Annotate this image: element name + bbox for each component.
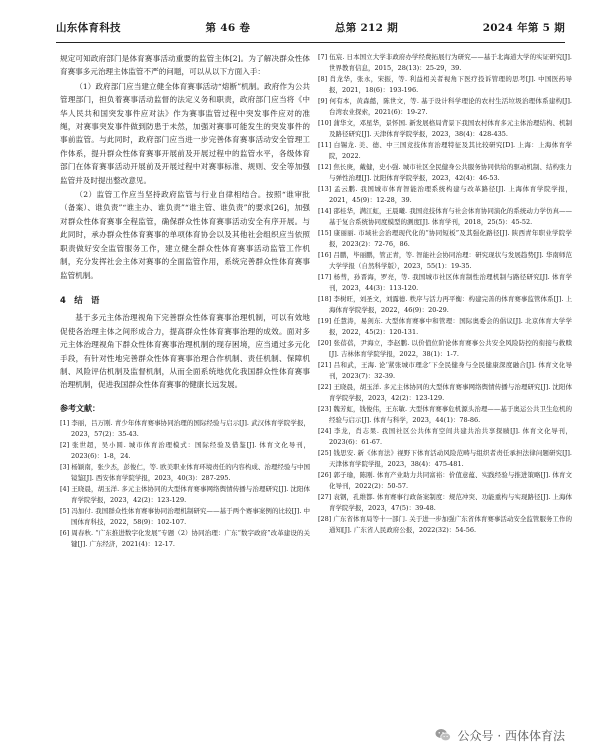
reference-item: [27] 袁钢，孔维都. 体育赛事行政备案制度：规范冲突、功能重构与实现路径[J]. 上海体育学院学报，2023，47(5)：39-48. — [318, 493, 572, 512]
reference-item: [12] 焦长庚，戴健，史小强. 城市社区全民健身公共服务协同供给的驱动机制、结构张力与弹性治理[J]. 沈阳体育学院学报，2023，42(4)：46-53. — [318, 163, 572, 182]
reference-item: [4] 王晓晨，胡玉洋. 多元主体协同的大型体育赛事网络舆情传播与治理研究[J]. 沈阳体育学院学报，2023，42(2)：123-129. — [60, 485, 310, 505]
watermark-text: 公众号 · 西体体育法 — [457, 728, 565, 743]
reference-item: [19] 任慧涛，易剑东. 大型体育赛事中和管理：国际奥委会的倡议[J]. 北京体育大学学报，2022，45(2)：120-131. — [318, 317, 572, 336]
journal-name: 山东体育科技 — [56, 21, 121, 34]
reference-item: [20] 张蓓蓓，尹海立，李赵鹏. 以价值位阶论体育赛事公共安全风险防控的衔接与救赎[J]. 吉林体育学院学报，2022，38(1)：1-7. — [318, 339, 572, 358]
reference-item: [9] 何有本，黄森懿，陈世文，等. 基于设计科学理论的农村生活垃圾治理体系建构[J]. 台湾农业探索，2021(6)：19-27. — [318, 97, 572, 116]
reference-item: [11] 白锡龙. 美、德、中三国竞技体育治理特征及其比较研究[D]. 上海：上海体育学院，2022. — [318, 141, 572, 160]
reference-item: [16] 吕鹏，毕丽鹏，管正青，等. 智能社会协同治理：研究现状与发展趋势[J]. 华南师范大学学报（自然科学版），2023，55(1)：19-35. — [318, 251, 572, 270]
reference-item: [7] 伍宸. 日本国立大学非政府办学经费拓展行为研究——基于北海道大学的实证研究[J]. 世界教育信息，2015，28(13)：25-29，39. — [318, 53, 572, 72]
right-column — [318, 52, 572, 536]
reference-item: [6] 周春秋. “广东推进数字化发展”专题（2）协同治理：广东“数字政府”改革建设的关键[J]. 广东经济，2021(4)：12-17. — [60, 529, 310, 549]
reference-item: [2] 张世超，吴小圆. 城市体育治理模式：国际经验及借鉴[J]. 体育文化导刊，2023(6)：1-8，24. — [60, 441, 310, 461]
watermark — [430, 724, 569, 746]
reference-list-left — [60, 418, 310, 550]
reference-item: [18] 李树旺，刘圣文，刘露德. 秩序与活力再平衡：构建完善的体育赛事监管体系[J]. 上海体育学院学报，2022，46(9)：20-29. — [318, 295, 572, 314]
reference-item: [14] 邵桂华，满江虹，王晨曦. 我国竞技体育与社会体育协同演化的系统动力学仿真——基于复合系统协同度模型的测度[J]. 体育学刊，2018，25(5)：45-52. — [318, 207, 572, 226]
reference-item: [8] 肖龙华，张永，宋振，等. 利益相关者视角下医疗投诉管理的思考[J]. 中国医药导报，2021，18(6)：193-196. — [318, 75, 572, 94]
section-title-conclusion: 4 结 语 — [60, 294, 100, 305]
references-title: 参考文献： — [60, 403, 100, 413]
reference-item: [15] 康丽丽. 市域社会治理现代化的“协同短板”及其强化路径[J]. 陕西青年职业学院学报，2023(2)：72-76，86. — [318, 229, 572, 248]
reference-item: [24] 李龙，肖志果. 我国社区公共体育空间共建共治共享探赜[J]. 体育文化导刊，2023(6)：61-67. — [318, 427, 572, 446]
reference-item: [10] 蒲华文，邓星华，景怀国. 新发展格局背景下我国农村体育多元主体治理结构、机制及路径研究[J]. 天津体育学院学报，2023，38(4)：428-435. — [318, 119, 572, 138]
reference-item: [22] 王晓晨，胡玉洋. 多元主体协同的大型体育赛事网络舆情传播与治理研究[J]. 沈阳体育学院学报，2023，42(2)：123-129. — [318, 383, 572, 402]
reference-item: [3] 杨颖南，张少杰，彭俊仁，等. 欧美职业体育环境责任的内容构成、治理经验与中国镜鉴[J]. 西安体育学院学报，2023，40(3)：287-295. — [60, 463, 310, 483]
reference-item: [21] 吕和武，王海. 论‘紧张城市理念’下全民健身与全民健康深度融合[J]. 体育文化导刊，2023(7)：32-39. — [318, 361, 572, 380]
reference-item: [1] 李丽，吕万刚. 青少年体育赛事协同治理的国际经验与启示[J]. 武汉体育学院学报，2023，57(2)：35-43. — [60, 419, 310, 439]
paragraph-item-1: （1）政府部门应当建立健全体育赛事活动“熔断”机制。政府作为公共管理部门，担负着赛事活动监督的法定义务和职责，政府部门应当将《中华人民共和国突发事件应对法》作为赛事监管过程中突发事件应对的准绳，对赛事突发事件做到防患于未然，加强对赛事可能发生的突发事件的事前监管。与此同时，政府部门应当进一步完善体育赛事活动安全管理工作体系，提升群众性体育赛事开展前及开展过程中的监管水平，各级体育部门在体育赛事活动开展前及开展过程中对赛事标准、规则、安全等加强监管并及时提出整改意见。 — [60, 81, 310, 185]
paragraph-item-2: （2）监管工作应当坚持政府监管与行业自律相结合。按照“谁审批（备案）、谁负责”“谁主办、谁负责”“谁主管、谁负责”的要求[26]，加强对群众性体育赛事全程监管，确保群众性体育赛事活动安全有序开展。与此同时，承办群众性体育赛事的单项体育协会以及其他社会组织应当依照职责做好安全监管服务工作，建立健全群众性体育赛事活动监管工作机制，充分发挥社会主体对赛事的全面监管作用，系统完善群众性体育赛事监管机制。 — [60, 190, 310, 280]
reference-item: [28] 广东省体育局等十一部门. 关于进一步加强广东省体育赛事活动安全监管服务工作的通知[J]. 广东省人民政府公报，2022(32)：54-56. — [318, 515, 572, 534]
issue-date: 2024 年第 5 期 — [482, 21, 565, 34]
paragraph-conclusion: 基于多元主体治理视角下完善群众性体育赛事治理机制，可以有效地促使各治理主体之间形成合力，提高群众性体育赛事治理的成效。面对多元主体治理视角下群众性体育赛事治理机制的现存困境，应当通过多元化手段，有针对性地完善群众性体育赛事治理合作机制、责任机制、保障机制、风险评估机制及监督机制，从而全面系统地优化我国群众性体育赛事治理机制，促进我国群众性体育赛事的健康长远发展。 — [60, 313, 310, 390]
reference-item: [25] 钱思安. 新《体育法》视野下体育活动风险范畴与组织者责任承担法律问题研究[J]. 天津体育学院学报，2023，38(4)：475-481. — [318, 449, 572, 468]
paragraph-continuation: 规定可知政府部门是体育赛事活动重要的监管主体[2]。为了解决群众性体育赛事多元治理主体监管不严的问题，可以从以下方面入手： — [60, 54, 310, 77]
reference-item: [13] 孟云鹏. 我国城市体育智能治理系统构建与改革路径[J]. 上海体育学院学报，2021，45(9)：12-28，39. — [318, 185, 572, 204]
reference-list-right — [318, 52, 572, 536]
reference-item: [5] 冯加付. 我国群众性体育赛事协同治理机制研究——基于两个赛事案例的比较[J]. 中国体育科技，2022，58(9)：102-107. — [60, 507, 310, 527]
wechat-icon — [434, 726, 452, 744]
reference-item: [26] 郭子瑜，陈刚. 体育产业助力共同富裕：价值意蕴、实践经验与推进策略[J]. 体育文化导刊，2022(2)：50-57. — [318, 471, 572, 490]
page-header — [56, 12, 565, 43]
issue-total: 总第 212 期 — [334, 21, 399, 34]
volume-number: 第 46 卷 — [205, 21, 251, 34]
left-column — [60, 52, 310, 550]
reference-item: [17] 杨彗，孙晋海，罗亮，等. 我国城市社区体育制性治理机制与路径研究[J]. 体育学刊，2023，44(3)：113-120. — [318, 273, 572, 292]
reference-item: [23] 魏芳虹，钱俊伟，王东敏. 大型体育赛事危机源头治理——基于奥运公共卫生危机的经验与启示[J]. 体育与科学，2023，44(1)：78-86. — [318, 405, 572, 424]
